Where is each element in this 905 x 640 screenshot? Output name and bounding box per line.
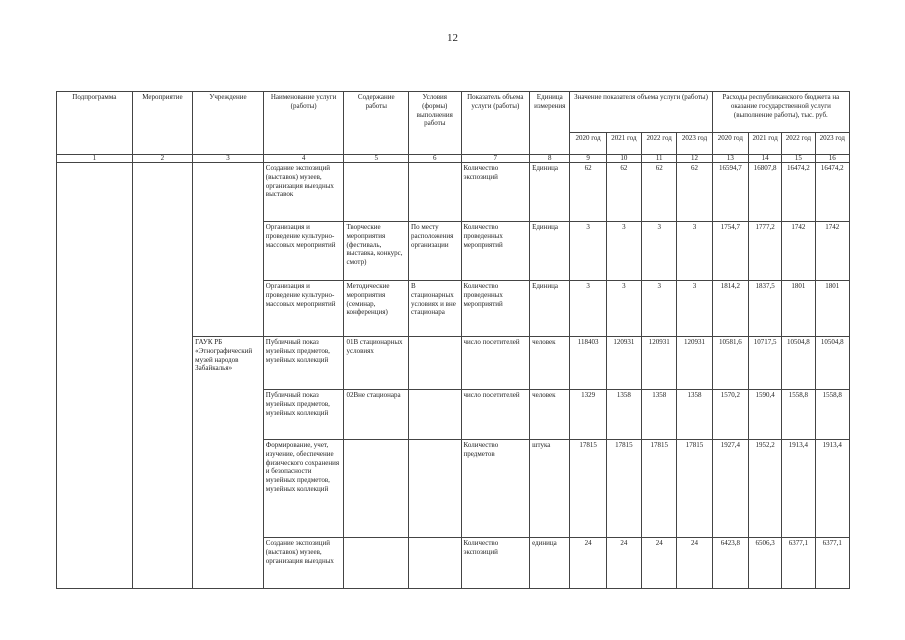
volume-cell: 3 xyxy=(606,222,641,281)
expense-cell: 16594,7 xyxy=(712,163,748,222)
volume-cell: 62 xyxy=(570,163,606,222)
indicator-cell: Количество проведенных мероприятий xyxy=(461,281,530,337)
column-number-row xyxy=(57,155,850,163)
expense-cell: 1754,7 xyxy=(712,222,748,281)
expense-cell: 1952,2 xyxy=(749,440,782,538)
expense-cell: 1742 xyxy=(815,222,849,281)
volume-cell: 62 xyxy=(677,163,712,222)
content-cell xyxy=(344,163,409,222)
column-number: 5 xyxy=(344,155,409,163)
volume-cell: 3 xyxy=(642,222,677,281)
volume-cell: 17815 xyxy=(642,440,677,538)
expense-cell: 10504,8 xyxy=(782,337,815,390)
expense-cell: 6506,3 xyxy=(749,538,782,589)
conditions-cell xyxy=(409,440,461,538)
indicator-cell: число посетителей xyxy=(461,390,530,440)
expense-cell: 1590,4 xyxy=(749,390,782,440)
volume-cell: 62 xyxy=(606,163,641,222)
column-number: 1 xyxy=(57,155,133,163)
volume-cell: 1358 xyxy=(642,390,677,440)
conditions-cell xyxy=(409,390,461,440)
content-cell xyxy=(344,440,409,538)
header-expense-year: 2021 год xyxy=(749,133,782,155)
expense-cell: 1837,5 xyxy=(749,281,782,337)
unit-cell: единица xyxy=(530,538,570,589)
expense-cell: 1558,8 xyxy=(782,390,815,440)
volume-cell: 1329 xyxy=(570,390,606,440)
service-cell: Формирование, учет, изучение, обеспечение физического сохранения и безопасности музейных предметов, музейных коллекций xyxy=(263,440,344,538)
expense-cell: 16474,2 xyxy=(815,163,849,222)
service-cell: Публичный показ музейных предметов, музейных коллекций xyxy=(263,390,344,440)
volume-cell: 17815 xyxy=(570,440,606,538)
column-number: 4 xyxy=(263,155,344,163)
unit-cell: человек xyxy=(530,337,570,390)
unit-cell: Единица xyxy=(530,281,570,337)
unit-cell: Единица xyxy=(530,222,570,281)
column-number: 9 xyxy=(570,155,606,163)
expense-cell: 1742 xyxy=(782,222,815,281)
header-subprogram: Подпрограмма xyxy=(57,92,133,155)
header-expense-year: 2020 год xyxy=(712,133,748,155)
header-work-content: Содержание работы xyxy=(344,92,409,155)
column-number: 3 xyxy=(193,155,264,163)
header-expenses-group: Расходы республиканского бюджета на оказание государственной услуги (выполнение работы), тыс. руб. xyxy=(712,92,849,133)
expense-cell: 16807,8 xyxy=(749,163,782,222)
expense-cell: 1801 xyxy=(815,281,849,337)
column-number: 13 xyxy=(712,155,748,163)
conditions-cell: В стационарных условиях и вне стационара xyxy=(409,281,461,337)
header-service-name: Наименование услуги (работы) xyxy=(263,92,344,155)
expense-cell: 16474,2 xyxy=(782,163,815,222)
table-row xyxy=(57,163,850,222)
header-volume-year: 2022 год xyxy=(642,133,677,155)
header-volume-year: 2021 год xyxy=(606,133,641,155)
service-cell: Создание экспозиций (выставок) музеев, организация выездных xyxy=(263,538,344,589)
expense-cell: 10504,8 xyxy=(815,337,849,390)
volume-cell: 3 xyxy=(570,281,606,337)
volume-cell: 24 xyxy=(642,538,677,589)
column-number: 14 xyxy=(749,155,782,163)
expense-cell: 1558,8 xyxy=(815,390,849,440)
expense-cell: 6377,1 xyxy=(782,538,815,589)
column-number: 16 xyxy=(815,155,849,163)
budget-table xyxy=(56,91,850,589)
content-cell: Методические мероприятия (семинар, конференция) xyxy=(344,281,409,337)
volume-cell: 120931 xyxy=(606,337,641,390)
volume-cell: 3 xyxy=(570,222,606,281)
expense-cell: 1913,4 xyxy=(782,440,815,538)
expense-cell: 1814,2 xyxy=(712,281,748,337)
volume-cell: 24 xyxy=(677,538,712,589)
unit-cell: Единица xyxy=(530,163,570,222)
volume-cell: 62 xyxy=(642,163,677,222)
header-volume-group: Значение показателя объема услуги (работы) xyxy=(570,92,712,133)
indicator-cell: Количество экспозиций xyxy=(461,538,530,589)
event-cell xyxy=(132,163,193,589)
volume-cell: 3 xyxy=(677,281,712,337)
service-cell: Публичный показ музейных предметов, музейных коллекций xyxy=(263,337,344,390)
column-number: 15 xyxy=(782,155,815,163)
volume-cell: 17815 xyxy=(606,440,641,538)
volume-cell: 1358 xyxy=(677,390,712,440)
service-cell: Создание экспозиций (выставок) музеев, организация выездных выставок xyxy=(263,163,344,222)
header-conditions: Условия (формы) выполнения работы xyxy=(409,92,461,155)
column-number: 11 xyxy=(642,155,677,163)
volume-cell: 24 xyxy=(606,538,641,589)
header-volume-year: 2020 год xyxy=(570,133,606,155)
column-number: 12 xyxy=(677,155,712,163)
volume-cell: 3 xyxy=(606,281,641,337)
volume-cell: 24 xyxy=(570,538,606,589)
conditions-cell xyxy=(409,538,461,589)
expense-cell: 1777,2 xyxy=(749,222,782,281)
unit-cell: человек xyxy=(530,390,570,440)
conditions-cell xyxy=(409,163,461,222)
expense-cell: 1913,4 xyxy=(815,440,849,538)
conditions-cell: По месту расположения организации xyxy=(409,222,461,281)
header-volume-year: 2023 год xyxy=(677,133,712,155)
conditions-cell xyxy=(409,337,461,390)
header-institution: Учреждение xyxy=(193,92,264,155)
volume-cell: 17815 xyxy=(677,440,712,538)
volume-cell: 120931 xyxy=(642,337,677,390)
service-cell: Организация и проведение культурно-массовых мероприятий xyxy=(263,222,344,281)
institution-cell: ГАУК РБ «Этнографический музей народов Забайкалья» xyxy=(193,337,264,589)
indicator-cell: число посетителей xyxy=(461,337,530,390)
expense-cell: 10717,5 xyxy=(749,337,782,390)
content-cell: 02Вне стационара xyxy=(344,390,409,440)
header-indicator: Показатель объема услуги (работы) xyxy=(461,92,530,155)
column-number: 2 xyxy=(132,155,193,163)
expense-cell: 6423,8 xyxy=(712,538,748,589)
content-cell: 01В стационарных условиях xyxy=(344,337,409,390)
content-cell xyxy=(344,538,409,589)
subprogram-cell xyxy=(57,163,133,589)
expense-cell: 6377,1 xyxy=(815,538,849,589)
indicator-cell: Количество предметов xyxy=(461,440,530,538)
header-expense-year: 2022 год xyxy=(782,133,815,155)
column-number: 6 xyxy=(409,155,461,163)
content-cell: Творческие мероприятия (фестиваль, выставка, конкурс, смотр) xyxy=(344,222,409,281)
indicator-cell: Количество проведенных мероприятий xyxy=(461,222,530,281)
expense-cell: 10581,6 xyxy=(712,337,748,390)
volume-cell: 3 xyxy=(642,281,677,337)
header-row xyxy=(57,92,850,133)
page-number: 12 xyxy=(447,32,458,44)
unit-cell: штука xyxy=(530,440,570,538)
header-expense-year: 2023 год xyxy=(815,133,849,155)
column-number: 7 xyxy=(461,155,530,163)
volume-cell: 118403 xyxy=(570,337,606,390)
column-number: 10 xyxy=(606,155,641,163)
header-event: Мероприятие xyxy=(132,92,193,155)
indicator-cell: Количество экспозиций xyxy=(461,163,530,222)
column-number: 8 xyxy=(530,155,570,163)
header-unit: Единица измерения xyxy=(530,92,570,155)
expense-cell: 1570,2 xyxy=(712,390,748,440)
expense-cell: 1927,4 xyxy=(712,440,748,538)
volume-cell: 120931 xyxy=(677,337,712,390)
volume-cell: 3 xyxy=(677,222,712,281)
service-cell: Организация и проведение культурно-массовых мероприятий xyxy=(263,281,344,337)
expense-cell: 1801 xyxy=(782,281,815,337)
institution-cell xyxy=(193,163,264,337)
volume-cell: 1358 xyxy=(606,390,641,440)
